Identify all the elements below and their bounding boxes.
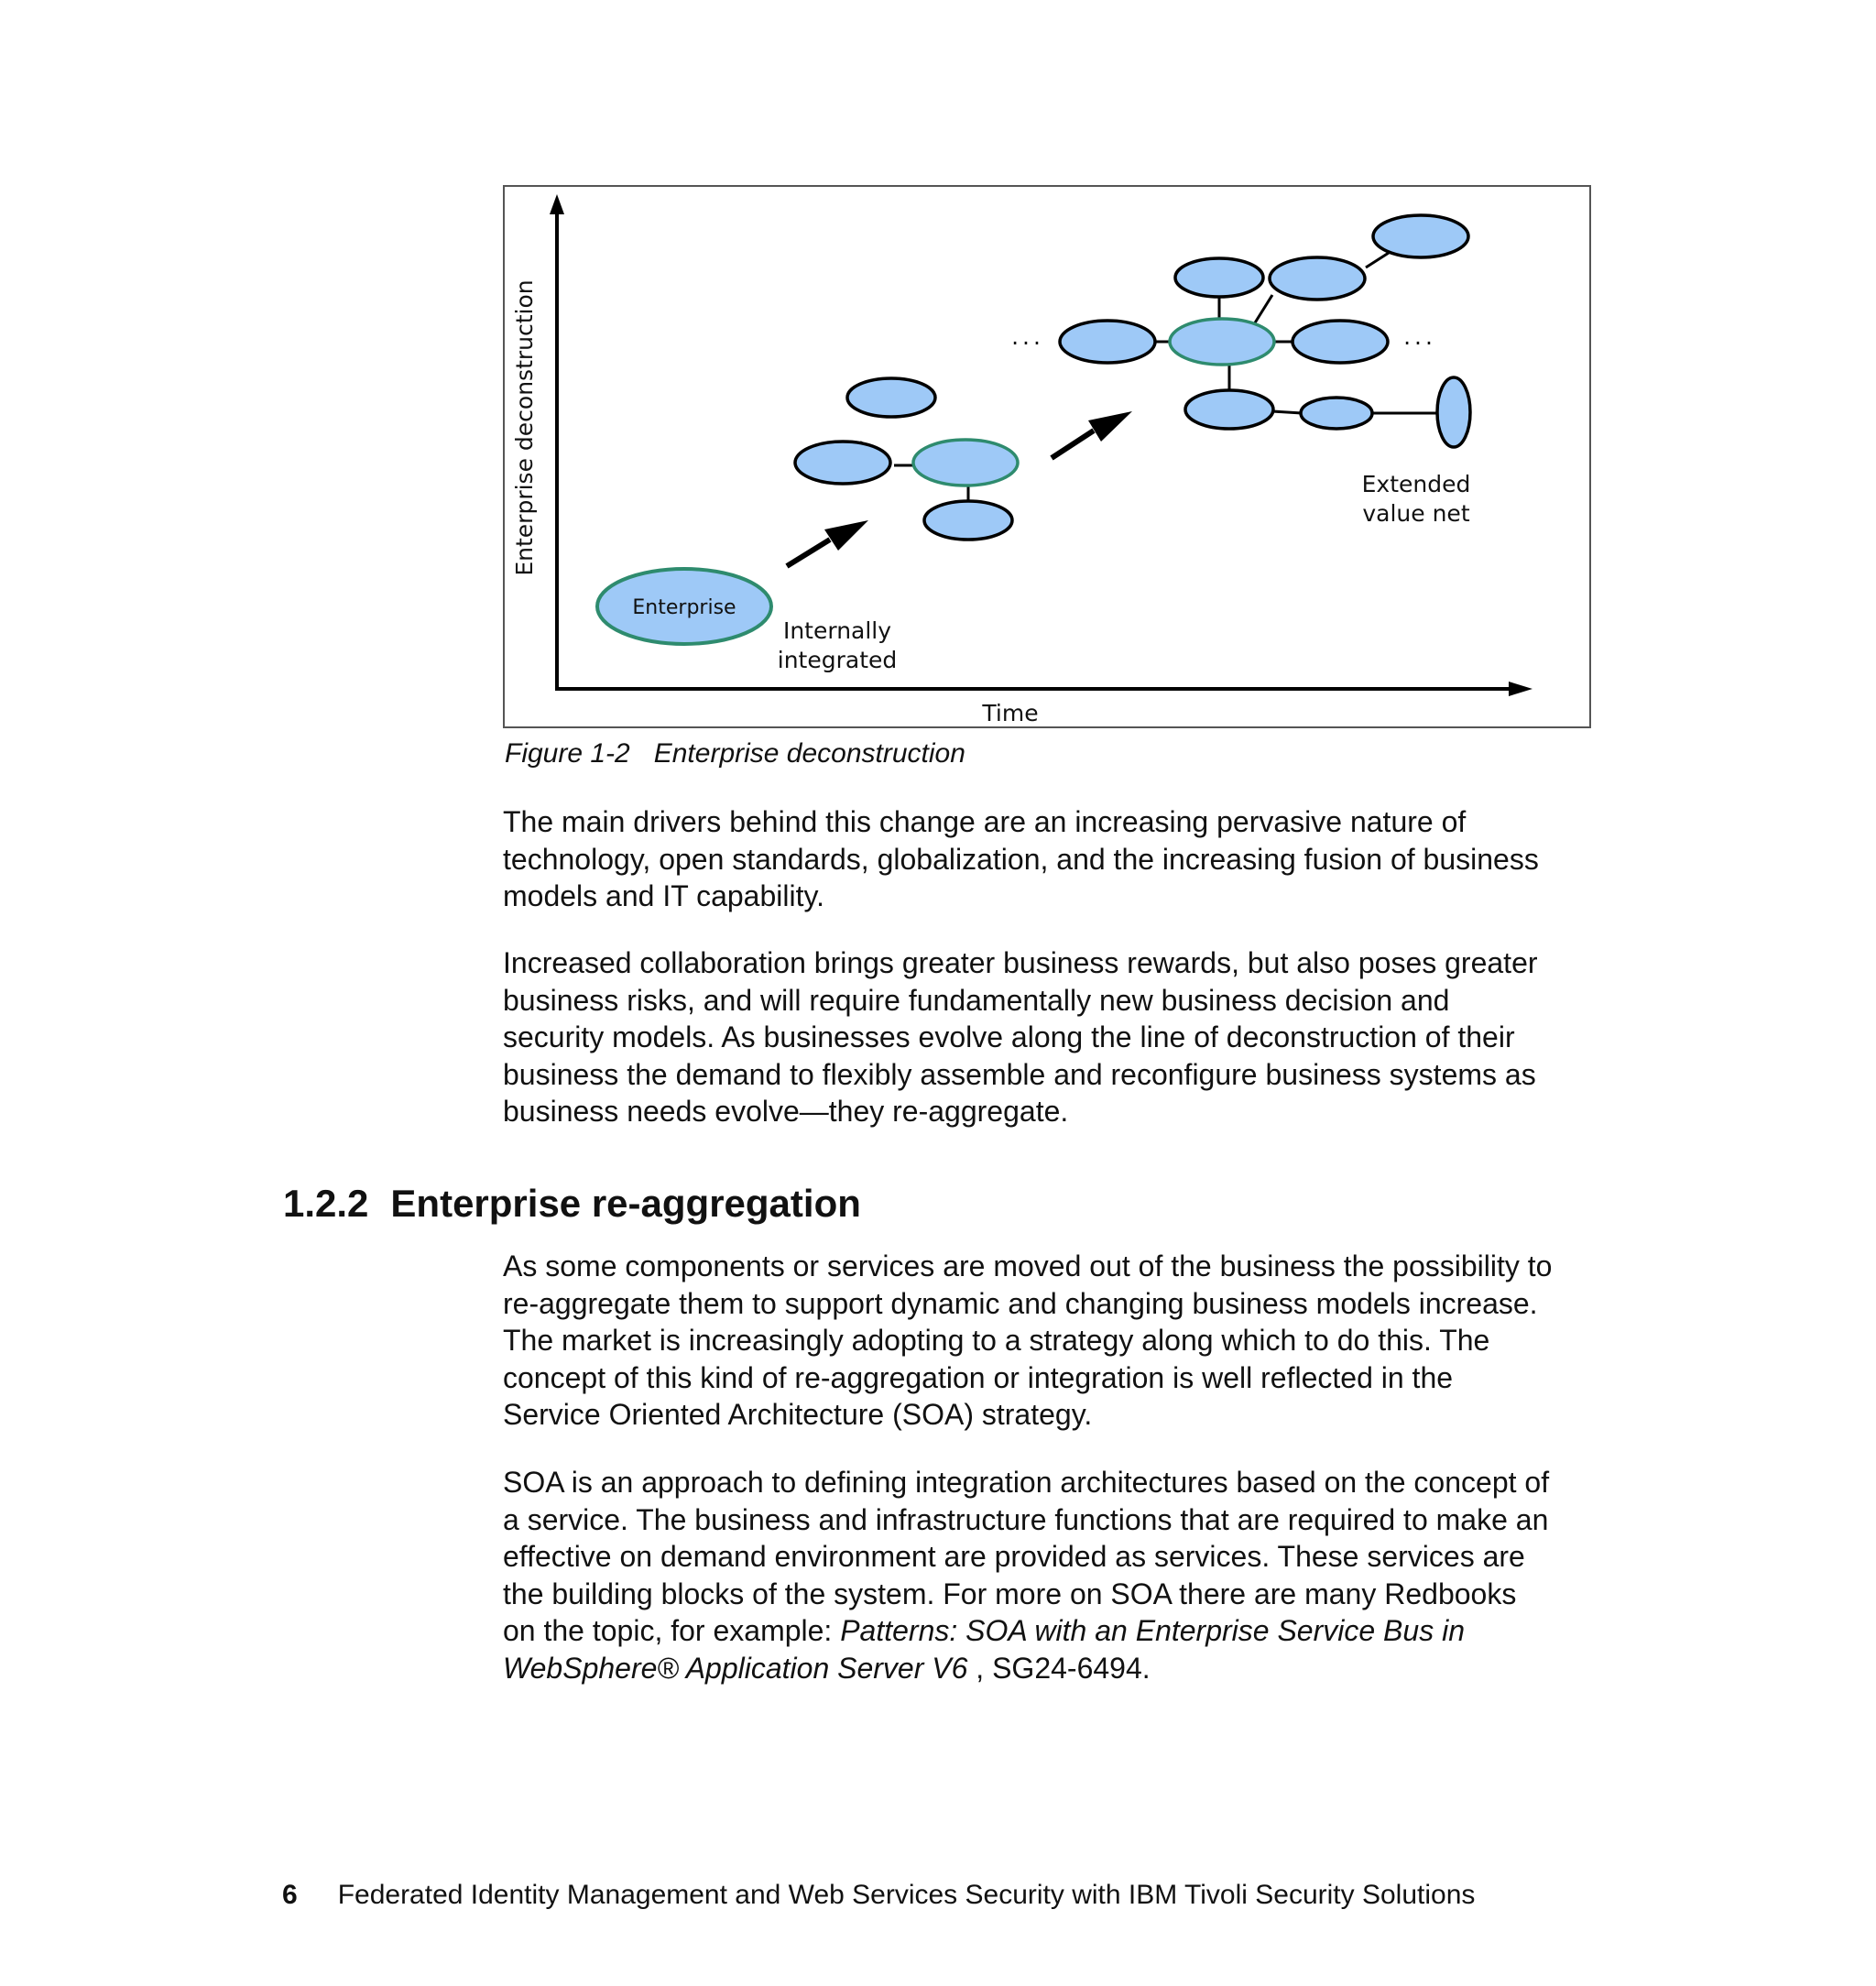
progress-arrow-2-head: [1088, 411, 1132, 442]
enterprise-label: Enterprise: [632, 596, 736, 619]
text-line: effective on demand environment are provided as services. These services are: [503, 1540, 1525, 1573]
text-line: technology, open standards, globalization, and the increasing fusion of business: [503, 842, 1539, 876]
text-fragment: on the topic, for example:: [503, 1614, 841, 1647]
stage3-node-upper-right: [1270, 257, 1365, 300]
text-line: security models. As businesses evolve along the line of deconstruction of their: [503, 1020, 1515, 1053]
paragraph-soa: [503, 1464, 1593, 1686]
text-line: re-aggregate them to support dynamic and changing business models increase.: [503, 1286, 1538, 1320]
progress-arrow-2: [1052, 431, 1094, 458]
internally-integrated-label-line2: integrated: [777, 647, 898, 673]
footer-book-title: Federated Identity Management and Web Services Security with IBM Tivoli Security Solutions: [337, 1880, 1476, 1910]
text-line: The main drivers behind this change are an increasing pervasive nature of: [503, 805, 1467, 838]
text-line: SOA is an approach to defining integration architectures based on the concept of: [503, 1466, 1550, 1499]
figure-title: Enterprise deconstruction: [653, 738, 965, 769]
book-number: , SG24-6494.: [967, 1651, 1151, 1685]
text-line: models and IT capability.: [503, 879, 824, 912]
stage3-node-left: [1060, 321, 1155, 363]
section-number: 1.2.2: [283, 1182, 369, 1225]
stage3-node-vertical: [1437, 377, 1470, 447]
figure-caption: [505, 738, 965, 769]
y-axis-arrowhead: [550, 194, 564, 214]
stage2-node-top: [847, 378, 935, 417]
stage3-node-bottom-mid: [1301, 398, 1372, 429]
section-heading: [283, 1182, 861, 1226]
figure-enterprise-deconstruction: [503, 185, 1591, 728]
paragraph-drivers: [503, 803, 1593, 915]
paragraph-re-aggregation: [503, 1248, 1593, 1434]
progress-arrow-1-head: [824, 520, 868, 551]
x-axis-label: Time: [982, 700, 1039, 726]
y-axis-label: Enterprise deconstruction: [511, 279, 538, 576]
text-line: [503, 1612, 1593, 1650]
extended-value-net-label-line1: Extended: [1361, 471, 1471, 497]
text-line: the building blocks of the system. For more on SOA there are many Redbooks: [503, 1577, 1517, 1610]
continuation-dots-right: ...: [1403, 323, 1436, 350]
progress-arrow-1: [787, 540, 830, 566]
continuation-dots-left: ...: [1011, 323, 1044, 350]
stage2-node-left: [795, 442, 890, 484]
stage2-hub-node: [913, 440, 1018, 486]
book-title-reference: Patterns: SOA with an Enterprise Service Bus in: [840, 1614, 1465, 1647]
stage3-node-far-top: [1373, 215, 1468, 257]
page-footer: [282, 1880, 1475, 1911]
book-title-reference-continued: WebSphere® Application Server V6: [503, 1651, 968, 1685]
text-line: The market is increasingly adopting to a strategy along which to do this. The: [503, 1324, 1490, 1357]
figure-diagram: [505, 187, 1593, 730]
stage3-node-top: [1175, 258, 1263, 297]
extended-value-net-label-line2: value net: [1362, 500, 1470, 527]
text-line: [503, 1650, 1593, 1687]
section-title: Enterprise re-aggregation: [390, 1182, 861, 1225]
stage3-connector: [1272, 411, 1302, 413]
stage2-node-bottom: [924, 501, 1012, 540]
text-line: a service. The business and infrastructure functions that are required to make an: [503, 1502, 1549, 1536]
text-line: As some components or services are moved out of the business the possibility to: [503, 1249, 1553, 1282]
text-line: business risks, and will require fundamentally new business decision and: [503, 983, 1450, 1017]
stage3-node-bottom: [1185, 390, 1273, 429]
stage3-hub-node: [1170, 319, 1274, 365]
text-line: Increased collaboration brings greater business rewards, but also poses greater: [503, 946, 1538, 979]
page-number: 6: [282, 1880, 298, 1910]
text-line: business needs evolve—they re-aggregate.: [503, 1095, 1069, 1128]
text-line: business the demand to flexibly assemble and reconfigure business systems as: [503, 1057, 1536, 1091]
internally-integrated-label-line1: Internally: [782, 617, 892, 644]
stage3-connector: [1366, 253, 1389, 267]
figure-number: Figure 1-2: [505, 738, 630, 769]
text-line: concept of this kind of re-aggregation or integration is well reflected in the: [503, 1360, 1454, 1394]
stage3-connector: [1254, 295, 1272, 324]
text-line: Service Oriented Architecture (SOA) strategy.: [503, 1398, 1093, 1431]
x-axis-arrowhead: [1509, 682, 1532, 696]
stage3-node-right: [1292, 321, 1388, 363]
paragraph-collaboration: [503, 944, 1593, 1130]
